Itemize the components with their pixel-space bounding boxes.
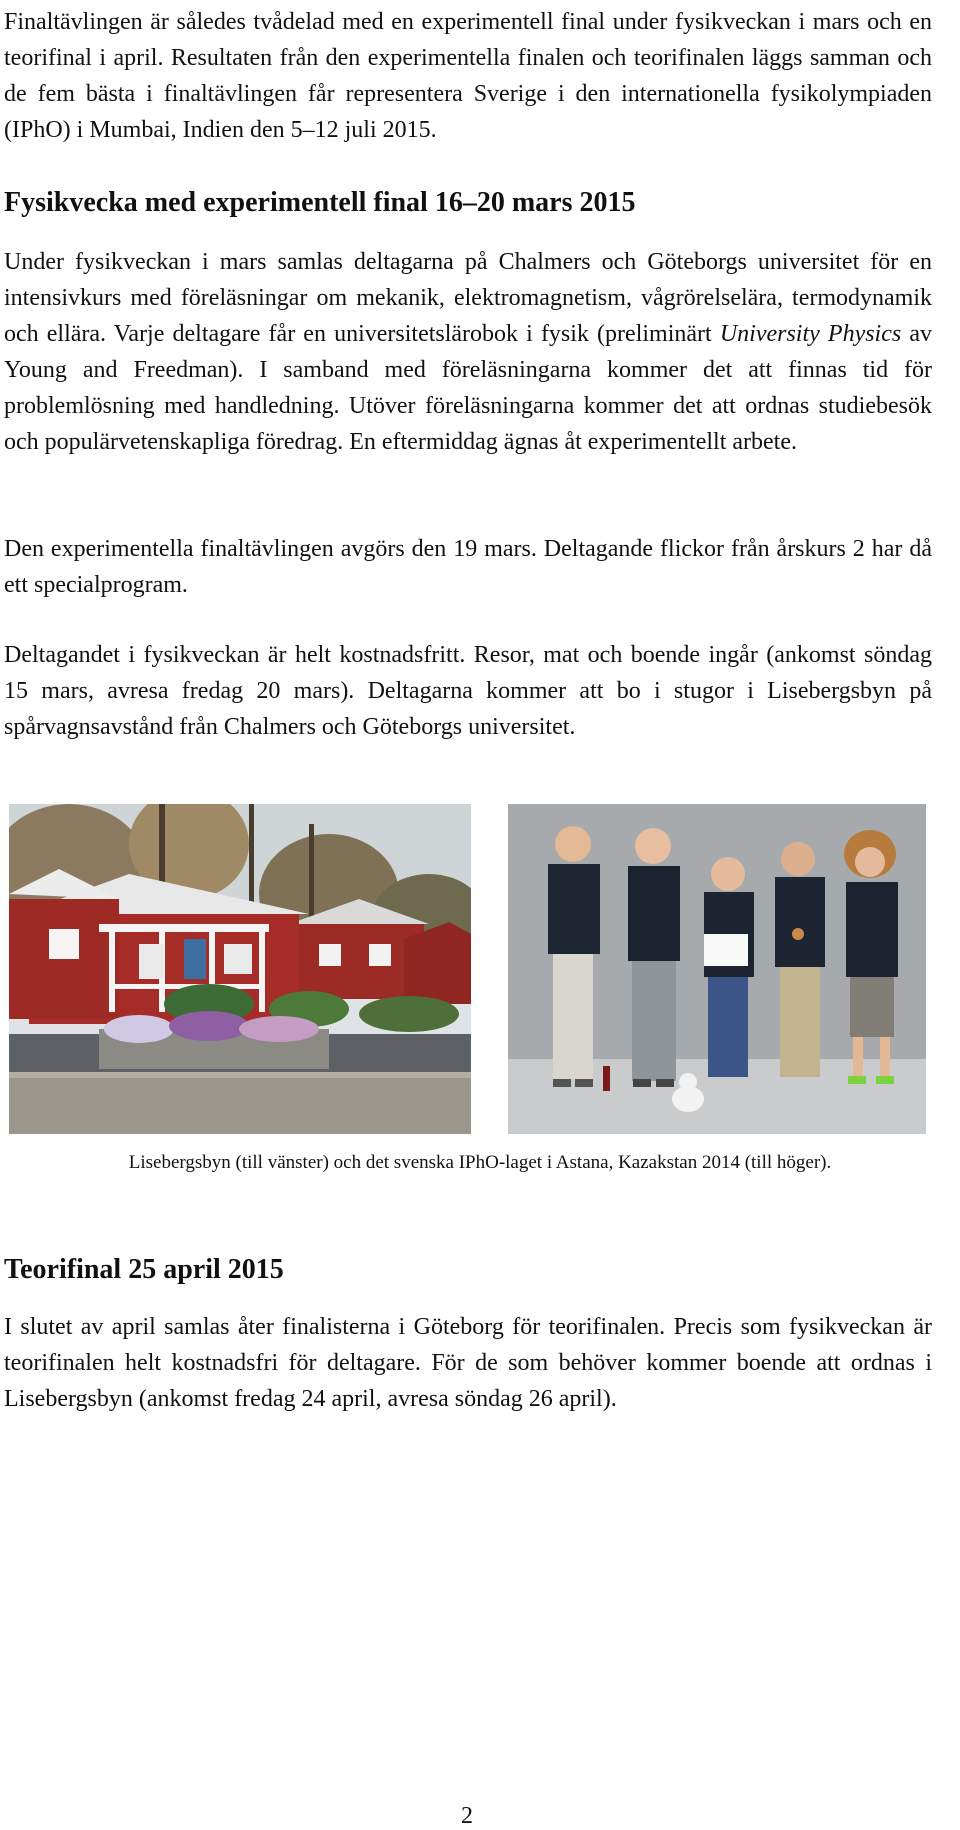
figure-caption: Lisebergsbyn (till vänster) och det svenska IPhO-laget i Astana, Kazakstan 2014 (till höger).	[128, 1152, 832, 1173]
intro-paragraph: Finaltävlingen är således tvådelad med en experimentell final under fysikveckan i mars och en teorifinal i april. Resultaten från den experimentella finalen och teorifinalen läggs samman och de fem bästa i finaltävlingen får representera Sverige i den internationella fysikolympiaden (IPhO) i Mumbai, Indien den 5–12 juli 2015.	[4, 9, 932, 143]
book-title: University Physics	[719, 321, 902, 347]
photo-ipho-team	[508, 804, 926, 1134]
fysikvecka-paragraph-1	[4, 244, 932, 460]
photo-lisebergsbyn-cabins	[9, 804, 471, 1134]
cabins-illustration	[9, 804, 471, 1134]
fysikvecka-p1-text-b: av Young and Freedman). I samband med föreläsningarna kommer det att finnas tid för problemlösning med handledning. Utöver föreläsningarna kommer det att ordnas studiebesök och populärvetenskapliga föredrag. En eftermiddag ägnas åt experimentellt arbete.	[4, 321, 932, 455]
fysikvecka-p1-text-a: Under fysikveckan i mars samlas deltagarna på Chalmers och Göteborgs universitet för en intensivkurs med föreläsningar om mekanik, elektromagnetism, vågrörelselära, termodynamik och ellära. Varje deltagare får en universitetslärobok i fysik (preliminärt	[4, 249, 932, 347]
section-title-fysikvecka: Fysikvecka med experimentell final 16–20 mars 2015	[4, 187, 636, 218]
fysikvecka-paragraph-2: Den experimentella finaltävlingen avgörs den 19 mars. Deltagande flickor från årskurs 2 har då ett specialprogram.	[4, 536, 932, 598]
section-title-teorifinal: Teorifinal 25 april 2015	[4, 1254, 284, 1285]
teorifinal-paragraph-1: I slutet av april samlas åter finalisterna i Göteborg för teorifinalen. Precis som fysikveckan är teorifinalen helt kostnadsfri för deltagare. För de som behöver kommer boende att ordnas i Lisebergsbyn (ankomst fredag 24 april, avresa söndag 26 april).	[4, 1314, 932, 1412]
fysikvecka-paragraph-3: Deltagandet i fysikveckan är helt kostnadsfritt. Resor, mat och boende ingår (ankomst söndag 15 mars, avresa fredag 20 mars). Deltagarna kommer att bo i stugor i Lisebergsbyn på spårvagnsavstånd från Chalmers och Göteborgs universitet.	[4, 642, 932, 740]
page-number: 2	[461, 1803, 473, 1829]
team-illustration	[508, 804, 926, 1134]
